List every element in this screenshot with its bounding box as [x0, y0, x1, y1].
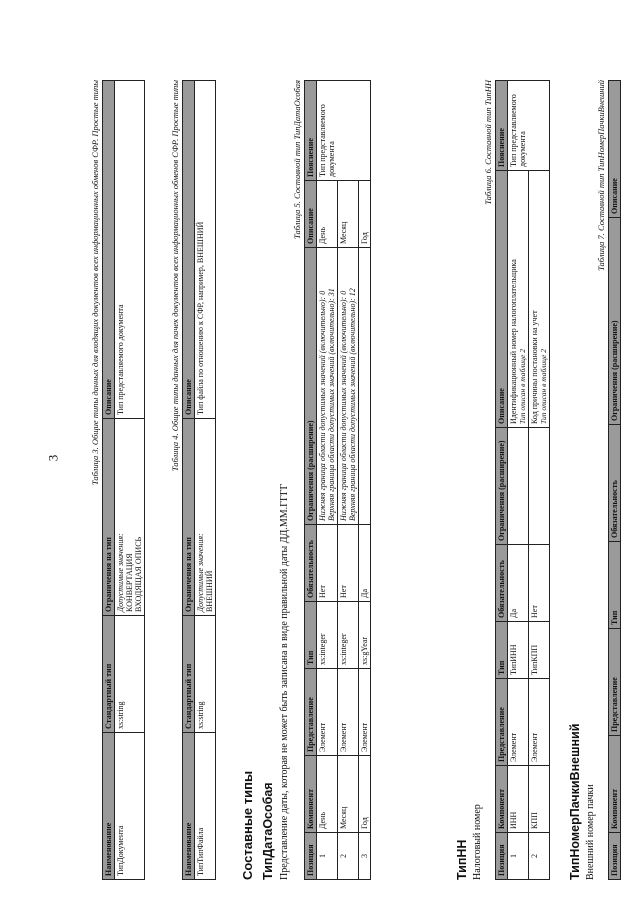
desc-note: Тип описан в таблице 2	[539, 349, 548, 424]
col-header: Обязательность	[496, 545, 508, 622]
table6-caption: Таблица 6. Составной тип ТипНН	[483, 80, 493, 205]
cell-name: ТипТипФайла	[195, 733, 216, 880]
table4	[182, 80, 216, 880]
cell-restr	[508, 428, 529, 545]
cell-req: Нет	[338, 525, 359, 602]
cell-desc	[508, 171, 529, 428]
col-header: Представление	[305, 669, 317, 756]
table-row	[115, 81, 145, 880]
date-type-block	[240, 80, 371, 880]
cell-req: Нет	[529, 545, 550, 622]
col-header: Пояснение	[496, 81, 508, 171]
table4-caption: Таблица 4. Общие типы данных для пачек документов всех информационных обменов СФР. Простые типы	[170, 80, 180, 472]
col-header: Ограничения на тип	[103, 419, 115, 616]
cell-note: Тип представляемого документа	[317, 81, 371, 181]
table-row	[195, 81, 216, 880]
col-header: Описание	[496, 171, 508, 428]
type-description: Представление даты, которая не может быть записана в виде правильной даты ДД.ММ.ГГГГ	[279, 483, 290, 880]
cell-name: ТипДокумента	[115, 733, 145, 880]
table-header-row	[183, 81, 195, 880]
restr-line: Нижняя граница области допустимых значений (включительно): 0	[339, 290, 348, 521]
col-header: Обязательность	[609, 425, 621, 542]
col-header: Описание	[609, 81, 621, 218]
table3	[102, 80, 145, 880]
table-header-row	[103, 81, 115, 880]
col-header: Тип	[609, 542, 621, 629]
type-title: ТипНомерПачкиВнешний	[568, 723, 582, 880]
col-header: Обязательность	[305, 525, 317, 602]
cell-desc: Месяц	[338, 181, 359, 248]
cell-desc: День	[317, 181, 338, 248]
restr-line: Верхняя граница области допустимых значений (включительно): 12	[348, 288, 357, 521]
restriction-value: ВНЕШНИЙ	[205, 570, 214, 612]
col-header: Наименование	[103, 733, 115, 880]
cell-std-type: xs:string	[195, 616, 216, 733]
table-row	[359, 81, 371, 880]
desc-text: Идентификационный номер налогоплательщика	[509, 259, 518, 424]
cell-restriction	[115, 419, 145, 616]
table6	[495, 80, 550, 880]
cell-description: Тип файла по отношению к СФР, например, ВНЕШНИЙ	[195, 81, 216, 419]
col-header: Пояснение	[305, 81, 317, 181]
table-row	[338, 81, 359, 880]
restr-line: Нижняя граница области допустимых значений (включительно): 0	[318, 290, 327, 521]
col-header: Тип	[496, 622, 508, 679]
cell-repr: Элемент	[338, 669, 359, 756]
cell-pos: 1	[317, 833, 338, 880]
cell-note: Тип представляемого документа	[508, 81, 550, 171]
cell-pos: 2	[338, 833, 359, 880]
inn-type-block	[455, 80, 550, 880]
cell-repr: Элемент	[508, 679, 529, 766]
cell-pos: 1	[508, 833, 529, 880]
cell-repr: Элемент	[529, 679, 550, 766]
col-header: Стандартный тип	[103, 616, 115, 733]
cell-comp: День	[317, 756, 338, 833]
col-header: Позиция	[496, 833, 508, 880]
cell-std-type: xs:string	[115, 616, 145, 733]
table-row	[508, 81, 529, 880]
cell-desc: Год	[359, 181, 371, 248]
cell-repr: Элемент	[359, 669, 371, 756]
table7-caption: Таблица 7. Составной тип ТипНомерПачкиВнешний	[596, 80, 606, 271]
cell-type: xs:integer	[338, 602, 359, 669]
table-header-row	[609, 81, 621, 880]
table4-block	[170, 80, 216, 880]
col-header: Позиция	[305, 833, 317, 880]
cell-pos: 2	[529, 833, 550, 880]
type-title: ТипДатаОсобая	[261, 782, 275, 880]
col-header: Описание	[305, 181, 317, 248]
col-header: Описание	[183, 81, 195, 419]
desc-text: Код причины постановки на учет	[530, 310, 539, 424]
col-header: Стандартный тип	[183, 616, 195, 733]
table7	[608, 80, 621, 880]
cell-restr	[317, 248, 338, 525]
table-row	[317, 81, 338, 880]
col-header: Компонент	[609, 736, 621, 833]
restriction-label: Допустимые значения:	[116, 533, 125, 612]
type-description: Внешний номер пачки	[585, 784, 596, 880]
cell-desc	[529, 171, 550, 428]
cell-type: ТипКПП	[529, 622, 550, 679]
cell-comp: Месяц	[338, 756, 359, 833]
restriction-label: Допустимые значения:	[196, 533, 205, 612]
cell-pos: 3	[359, 833, 371, 880]
page-number: 3	[45, 454, 61, 462]
table-header-row	[305, 81, 317, 880]
col-header: Описание	[103, 81, 115, 419]
cell-restr	[359, 248, 371, 525]
table5	[304, 80, 371, 880]
col-header: Наименование	[183, 733, 195, 880]
col-header: Позиция	[609, 833, 621, 880]
table-row	[529, 81, 550, 880]
cell-req: Нет	[317, 525, 338, 602]
col-header: Представление	[609, 629, 621, 736]
restr-line: Верхняя граница области допустимых значений (включительно): 31	[327, 288, 336, 521]
cell-restr	[529, 428, 550, 545]
table3-block	[90, 80, 145, 880]
cell-repr: Элемент	[317, 669, 338, 756]
cell-type: xs:gYear	[359, 602, 371, 669]
col-header: Тип	[305, 602, 317, 669]
col-header: Ограничения на тип	[183, 419, 195, 616]
cell-comp: ИНН	[508, 766, 529, 833]
rotated-page-content	[80, 20, 640, 880]
cell-comp: Год	[359, 756, 371, 833]
table-header-row	[496, 81, 508, 880]
type-title: ТипНН	[455, 839, 469, 880]
col-header: Ограничения (расширение)	[496, 428, 508, 545]
restriction-value: ВХОДЯЩАЯ ОПИСЬ	[134, 536, 143, 612]
table5-caption: Таблица 5. Составной тип ТипДатаОсобая	[292, 80, 302, 239]
desc-note: Тип описан в таблице 2	[518, 349, 527, 424]
cell-req: Да	[359, 525, 371, 602]
col-header: Компонент	[305, 756, 317, 833]
cell-type: xs:integer	[317, 602, 338, 669]
col-header: Компонент	[496, 766, 508, 833]
col-header: Ограничения (расширение)	[305, 248, 317, 525]
col-header: Ограничения (расширение)	[609, 218, 621, 425]
col-header: Представление	[496, 679, 508, 766]
restriction-value: КОНВЕРТАЦИЯ	[125, 553, 134, 612]
pack-type-block	[568, 80, 621, 880]
cell-description: Тип представляемого документа	[115, 81, 145, 419]
cell-restr	[338, 248, 359, 525]
cell-type: ТипИНН	[508, 622, 529, 679]
type-description: Налоговый номер	[472, 804, 483, 880]
cell-req: Да	[508, 545, 529, 622]
section-title: Составные типы	[240, 770, 255, 880]
table3-caption: Таблица 3. Общие типы данных для входящих документов всех информационных обменов СФР. Простые типы	[90, 80, 100, 486]
cell-comp: КПП	[529, 766, 550, 833]
cell-restriction	[195, 419, 216, 616]
